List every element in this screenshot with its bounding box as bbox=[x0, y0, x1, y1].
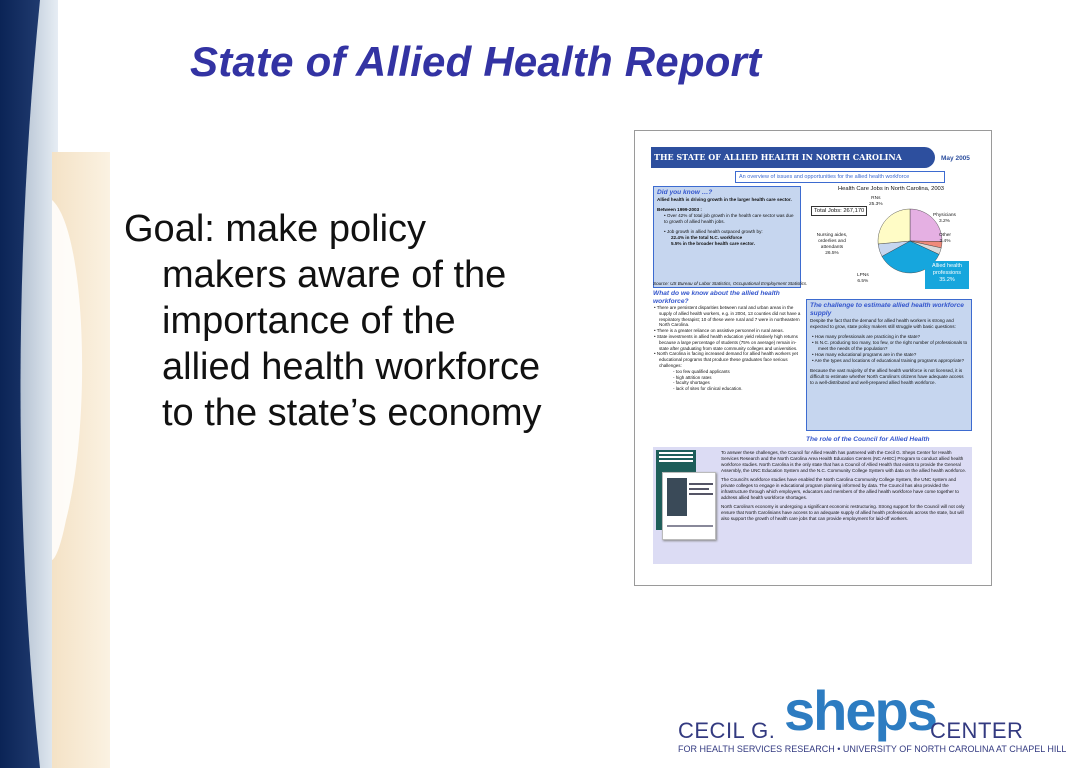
chart-source: Source: US Bureau of Labor Statistics, Occupational Employment Statistics. bbox=[653, 281, 808, 286]
council-paragraph: North Carolina's economy is undergoing a significant economic restructuring. Strong support for the Council will not only ensure that North Carolinians have access to an adequate supply of allied health professionals across the state, but will also support the growth of health care jobs that can provide employment for laid-off workers. bbox=[721, 504, 965, 521]
report-cover-image bbox=[662, 472, 716, 540]
challenge-question: • Are the types and locations of educational training programs appropriate? bbox=[812, 358, 965, 363]
did-you-know-lead: Allied health is driving growth in the larger health care sector. bbox=[657, 197, 792, 202]
goal-line: to the state’s economy bbox=[162, 392, 542, 434]
what-we-know-item: • There is a greater reliance on assistive personnel in rural areas. bbox=[654, 328, 784, 334]
what-we-know-section bbox=[653, 290, 803, 392]
total-jobs-label: Total Jobs: 267,170 bbox=[811, 206, 867, 216]
challenge-question: • How many professionals are practicing in the state? bbox=[812, 334, 921, 339]
did-you-know-heading: Did you know …? bbox=[657, 189, 713, 196]
logo-sheps-text: sheps bbox=[784, 679, 936, 742]
slice-label-rns: RNs 25.3% bbox=[869, 196, 883, 207]
slice-label-physicians: Physicians 3.2% bbox=[933, 213, 956, 224]
between-years: Between 1999-2003 : bbox=[657, 207, 702, 212]
goal-line: Goal: make policy bbox=[124, 208, 427, 250]
chart-title: Health Care Jobs in North Carolina, 2003 bbox=[837, 186, 944, 192]
what-we-know-item: • State investments in allied health education yield relatively high returns because a large percentage of students (75% on average) remain in-state after graduating from state community colleges and universities. bbox=[654, 333, 798, 351]
did-you-know-subline: 22.4% in the total N.C. workforce bbox=[671, 235, 743, 240]
challenge-sub-item: - lack of sites for clinical education. bbox=[673, 386, 743, 392]
challenge-sub-item: - high attrition rates bbox=[673, 374, 712, 380]
challenge-sub-item: - too few qualified applicants bbox=[673, 368, 730, 374]
council-paragraph: To answer these challenges, the Council for Allied Health has partnered with the Cecil G. Sheps Center for Health Services Research and the North Carolina Area Health Education Centers (NC AHEC) Program to conduct allied health workforce studies. North Carolina is the only state that has a Council of Allied Health that exists to provide the General Assembly, the UNC Education System and the N.C. Community College System with data on the allied health workforce. bbox=[721, 450, 967, 473]
challenge-outro: Because the vast majority of the allied health workforce is not licensed, it is difficult to estimate whether North Carolina's citizens have adequate access to a well-distributed and well-prepared allied health workforce. bbox=[810, 368, 964, 385]
challenge-question: • How many educational programs are in the state? bbox=[812, 352, 917, 357]
what-we-know-heading: What do we know about the allied health workforce? bbox=[653, 290, 780, 305]
slice-label-lpns: LPNs 6.5% bbox=[857, 273, 869, 284]
slice-label-other: Other 3.4% bbox=[939, 233, 951, 244]
council-paragraph: The Council's workforce studies have enabled the North Carolina Community College System, the UNC system and private colleges to engage in educational program planning informed by data. The Council has also provided the infrastructure through which employers, educators and members of the allied health workforce have come together to address allied health workforce shortages. bbox=[721, 477, 959, 500]
what-we-know-item: • North Carolina is facing increased demand for allied health workers yet educational programs that produce these graduates face serious challenges: bbox=[654, 351, 798, 368]
did-you-know-bullet: • Over 42% of total job growth in the health care sector was due to growth of allied health jobs. bbox=[664, 213, 794, 224]
goal-line: importance of the bbox=[162, 300, 456, 342]
logo-cecil-text: CECIL G. bbox=[678, 718, 776, 743]
sheps-center-logo bbox=[678, 679, 1066, 762]
challenge-intro: Despite the fact that the demand for allied health workers is strong and expected to grow, state policy makers still struggle with basic questions: bbox=[810, 318, 956, 329]
council-section bbox=[653, 447, 972, 564]
challenge-question: • Is N.C. producing too many, too few, or the right number of professionals to meet the needs of the population? bbox=[812, 340, 968, 351]
goal-line: allied health workforce bbox=[162, 346, 541, 388]
slice-label-nursing-aides: Nursing aides, orderlies and attendants 26.5% bbox=[816, 233, 848, 256]
slice-label-allied-health: Allied health professions 35.2% bbox=[925, 261, 969, 289]
goal-line: makers aware of the bbox=[162, 254, 507, 296]
report-thumbnail bbox=[634, 130, 992, 586]
report-header: THE STATE OF ALLIED HEALTH IN NORTH CAROLINA bbox=[651, 147, 935, 168]
pie-chart bbox=[805, 186, 977, 290]
did-you-know-subline: 5.5% in the broader health care sector. bbox=[671, 241, 755, 246]
what-we-know-item: • There are persistent disparities between rural and urban areas in the supply of allied health workers, e.g. in 2004, 13 counties did not have a respiratory therapist; 10 of these were rural and 7 were in northeastern North Carolina. bbox=[654, 305, 801, 328]
challenge-sub-item: - faculty shortages bbox=[673, 380, 710, 386]
role-heading: The role of the Council for Allied Health bbox=[806, 436, 930, 443]
challenge-heading: The challenge to estimate allied health workforce supply bbox=[810, 302, 964, 317]
report-subtitle: An overview of issues and opportunities for the allied health workforce bbox=[735, 171, 945, 183]
did-you-know-bullet: • Job growth in allied health outpaced growth by: bbox=[664, 229, 763, 234]
slide-title: State of Allied Health Report bbox=[190, 38, 762, 85]
goal-text bbox=[124, 206, 624, 436]
did-you-know-box bbox=[653, 186, 801, 288]
report-cover-images bbox=[656, 450, 718, 552]
challenge-box bbox=[806, 299, 972, 431]
logo-tagline: FOR HEALTH SERVICES RESEARCH • UNIVERSITY OF NORTH CAROLINA AT CHAPEL HILL bbox=[678, 744, 1066, 754]
report-date: May 2005 bbox=[941, 155, 970, 162]
pie-slice-nursing-aides-orderlies-and-attendants bbox=[878, 209, 910, 244]
logo-center-text: CENTER bbox=[930, 718, 1024, 743]
